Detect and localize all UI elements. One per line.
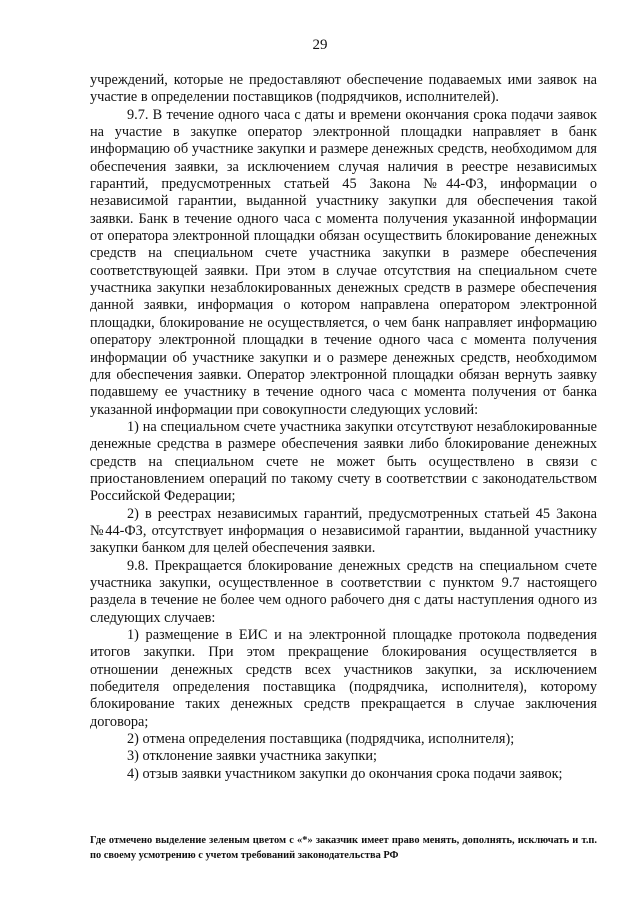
document-body xyxy=(90,72,597,783)
paragraph-case-2: 2) отмена определения поставщика (подрядчика, исполнителя); xyxy=(127,731,515,748)
paragraph-clause-9-7: 9.7. В течение одного часа с даты и времени окончания срока подачи заявок на участие в закупке оператор электронной площадки направляет в банк информацию об участнике закупки и размере денежных средств, необходимом для обеспечения заявки, за исключением случая наличия в реестре независимых гарантий, предусмотренных статьей 45 Закона №44-ФЗ, информации о независимой гарантии, выданной участнику закупки для обеспечения такой заявки. Банк в течение одного часа с момента получения указанной информации от оператора электронной площадки обязан осуществить блокирование денежных средств на специальном счете участника закупки в размере обеспечения соответствующей заявки. При этом в случае отсутствия на специальном счете участника закупки незаблокированных денежных средств в размере обеспечения данной заявки, информация о котором направлена оператором электронной площадки, блокирование не осуществляется, о чем банк направляет информацию оператору электронной площадки в течение одного часа с момента получения информации об участнике закупки и о размере денежных средств, необходимом для обеспечения заявки. Оператор электронной площадки обязан вернуть заявку подавшему ее участнику в течение одного часа с момента получения от банка указанной информации при совокупности следующих условий: xyxy=(90,106,597,418)
paragraph-condition-1: 1) на специальном счете участника закупки отсутствуют незаблокированные денежные средства в размере обеспечения заявки либо блокирование денежных средств на специальном счете не может быть осуществлено в связи с приостановлением операций по такому счету в соответствии с законодательством Российской Федерации; xyxy=(90,418,597,505)
page-number: 29 xyxy=(312,37,328,53)
paragraph-case-3: 3) отклонение заявки участника закупки; xyxy=(127,748,377,765)
footnote: Где отмечено выделение зеленым цветом с «*» заказчик имеет право менять, дополнять, исключать и т.п. по своему усмотрению с учетом требований законодательства РФ xyxy=(90,835,597,861)
paragraph-clause-9-8: 9.8. Прекращается блокирование денежных средств на специальном счете участника закупки, осуществленное в соответствии с пунктом 9.7 настоящего раздела в течение не более чем одного рабочего дня с даты наступления одного из следующих случаев: xyxy=(90,557,597,626)
paragraph-condition-2: 2) в реестрах независимых гарантий, предусмотренных статьей 45 Закона №44-ФЗ, отсутствует информация о независимой гарантии, выданной участнику закупки банком для целей обеспечения заявки. xyxy=(90,505,597,557)
paragraph-continuation: учреждений, которые не предоставляют обеспечение подаваемых ими заявок на участие в определении поставщиков (подрядчиков, исполнителей). xyxy=(90,72,597,106)
paragraph-case-4: 4) отзыв заявки участником закупки до окончания срока подачи заявок; xyxy=(127,765,563,782)
paragraph-case-1: 1) размещение в ЕИС и на электронной площадке протокола подведения итогов закупки. При этом прекращение блокирования осуществляется в отношении денежных средств всех участников закупки, за исключением победителя определения поставщика (подрядчика, исполнителя), которому блокирование таких денежных средств прекращается в случае заключения договора; xyxy=(90,627,597,730)
